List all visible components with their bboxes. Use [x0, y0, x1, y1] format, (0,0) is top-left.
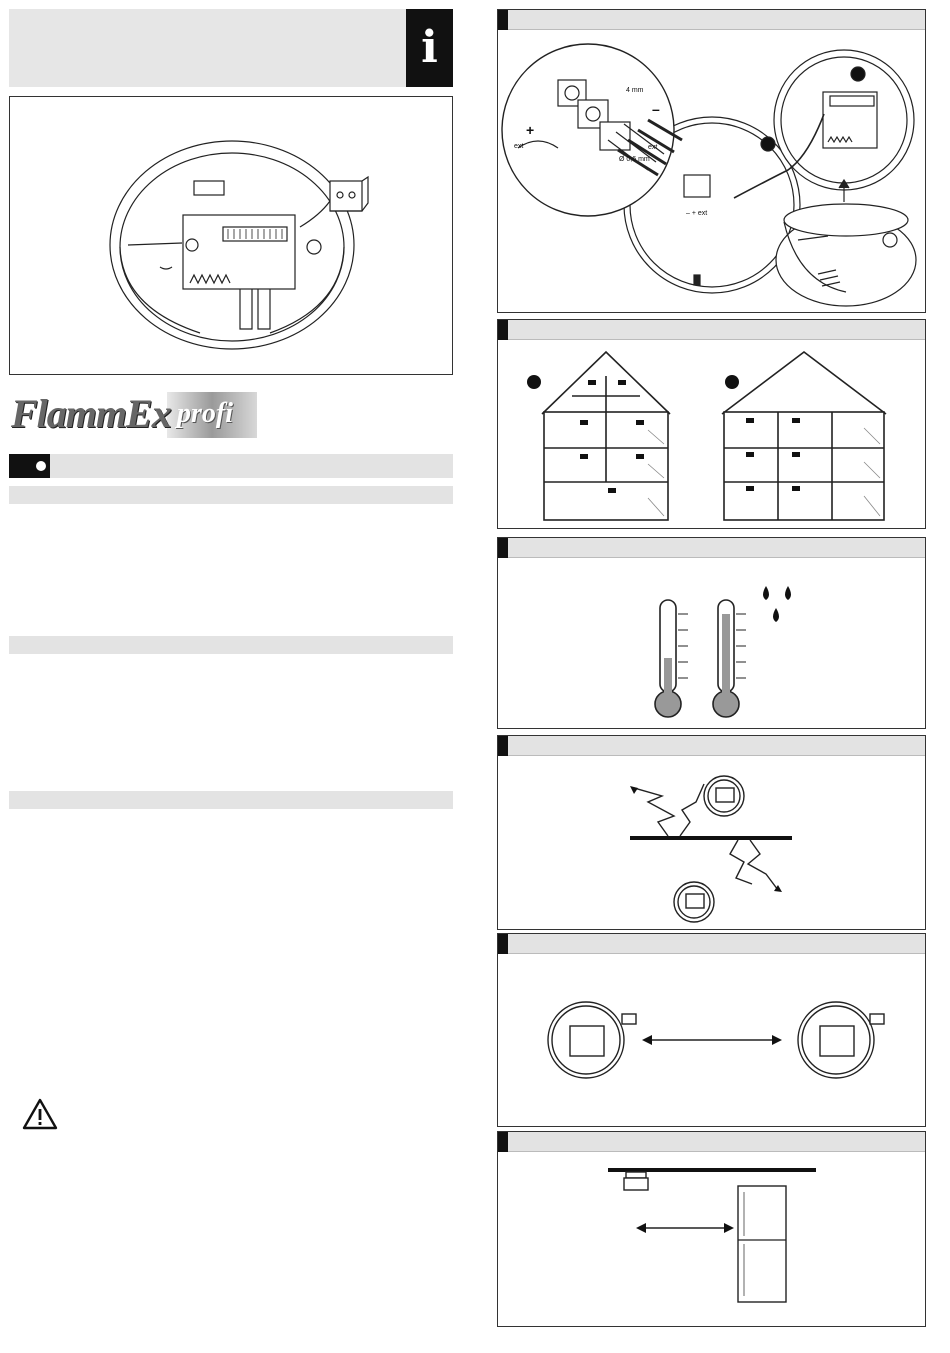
installation-drawing [498, 30, 925, 312]
subsection-bar-2 [9, 636, 453, 654]
plus-label: + [526, 122, 535, 138]
panel-distance-header [498, 934, 925, 954]
base-terminal-label: – + ext [686, 210, 708, 217]
panel-temperature-header [498, 538, 925, 558]
brand-suffix: profi [177, 398, 233, 429]
temperature-humidity-drawing [498, 558, 925, 728]
info-tab [406, 9, 453, 87]
panel-radio-ceiling [497, 735, 926, 930]
detector-distance-drawing [498, 954, 925, 1126]
thermometer-left-fill [664, 658, 672, 698]
radio-ceiling-drawing [498, 756, 925, 929]
brand-name: FlammEx [11, 391, 171, 436]
detector-interior-illustration [9, 96, 453, 375]
panel-house-header [498, 320, 925, 340]
ext-label-left: ext [514, 143, 524, 150]
section-tab [9, 454, 50, 478]
panel-appliance-distance [497, 1131, 926, 1327]
panel-appliance-header [498, 1132, 925, 1152]
detector-interior-drawing [10, 97, 452, 374]
subsection-bar-1 [9, 486, 453, 504]
brand-logo [9, 388, 259, 443]
panel-radio-ceiling-header [498, 736, 925, 756]
ext-label-right: ext [648, 144, 658, 151]
wire-strip-label: 4 mm [626, 87, 644, 94]
thermometer-right-fill [722, 614, 730, 698]
panel-detector-distance [497, 933, 926, 1127]
panel-installation-header [498, 10, 925, 30]
appliance-distance-drawing [498, 1152, 925, 1326]
wire-diameter-label: Ø 0,6 mm [619, 156, 650, 163]
panel-installation [497, 9, 926, 313]
house-placement-drawing [498, 340, 925, 528]
header-panel [9, 9, 453, 87]
circle-bullet-icon [36, 461, 46, 471]
subsection-bar-3 [9, 791, 453, 809]
water-drops-icon [763, 586, 791, 622]
panel-temperature-humidity [497, 537, 926, 729]
minus-label: – [652, 101, 660, 117]
info-icon: i [421, 22, 438, 73]
panel-house-placement [497, 319, 926, 529]
section-header-bar [9, 454, 453, 478]
warning-triangle-icon [22, 1098, 58, 1130]
